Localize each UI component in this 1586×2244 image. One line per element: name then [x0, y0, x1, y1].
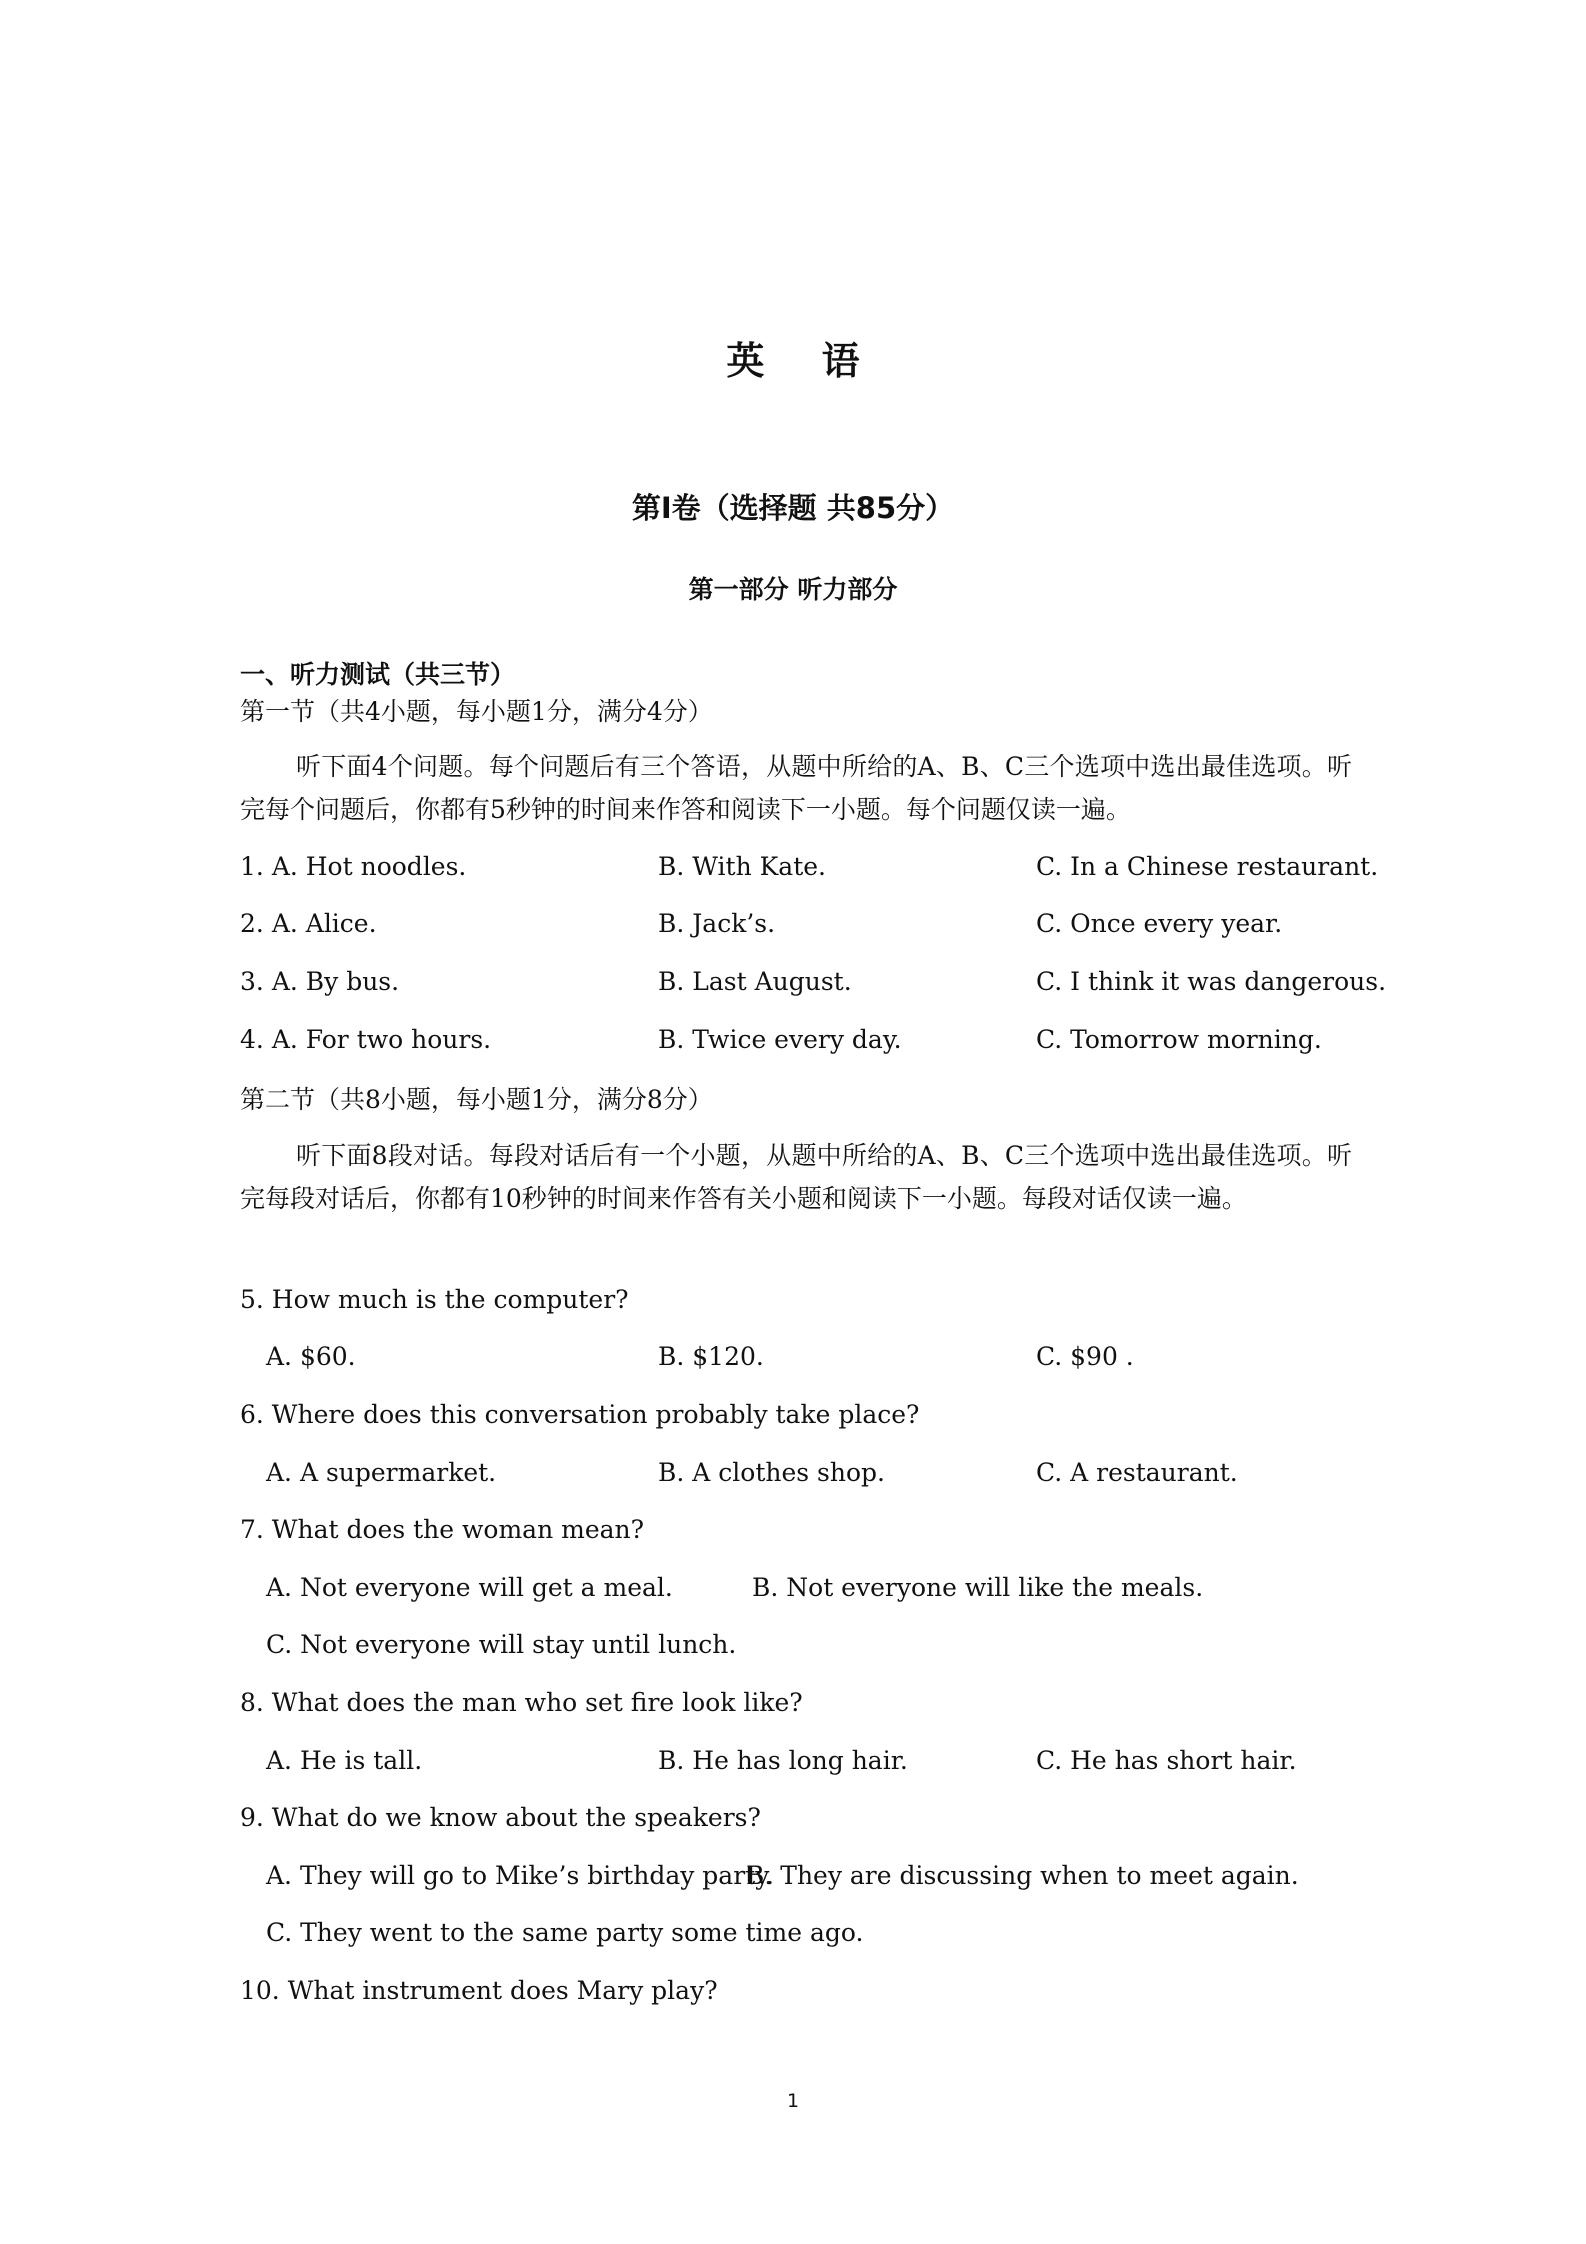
question-3-option-a: 3. A. By bus. — [240, 967, 400, 996]
question-8-stem: 8. What does the man who set fire look like? — [240, 1688, 803, 1717]
question-1-option-a: 1. A. Hot noodles. — [240, 852, 467, 881]
question-5-option-b: B. $120. — [658, 1342, 764, 1371]
question-2-option-c: C. Once every year. — [1036, 909, 1283, 938]
section1-heading: 第一节（共4小题，每小题1分，满分4分） — [240, 697, 713, 726]
question-1-option-c: C. In a Chinese restaurant. — [1036, 852, 1379, 881]
question-1-option-b: B. With Kate. — [658, 852, 826, 881]
question-6-option-a: A. A supermarket. — [266, 1458, 497, 1487]
question-7-option-a: A. Not everyone will get a meal. — [266, 1573, 673, 1602]
question-10-stem: 10. What instrument does Mary play? — [240, 1976, 718, 2005]
question-5-option-a: A. $60. — [266, 1342, 356, 1371]
question-9-option-c: C. They went to the same party some time ago. — [266, 1918, 864, 1947]
question-4-option-c: C. Tomorrow morning. — [1036, 1025, 1322, 1054]
question-4-option-a: 4. A. For two hours. — [240, 1025, 492, 1054]
question-3-option-b: B. Last August. — [658, 967, 852, 996]
question-2-option-a: 2. A. Alice. — [240, 909, 377, 938]
question-8-option-c: C. He has short hair. — [1036, 1746, 1297, 1775]
question-6-option-b: B. A clothes shop. — [658, 1458, 885, 1487]
question-7-option-b: B. Not everyone will like the meals. — [752, 1573, 1204, 1602]
section-heading: 一、听力测试（共三节） — [240, 660, 516, 689]
question-6-option-c: C. A restaurant. — [1036, 1458, 1238, 1487]
question-5-option-c: C. $90 . — [1036, 1342, 1134, 1371]
question-8-option-a: A. He is tall. — [266, 1746, 423, 1775]
question-8-option-b: B. He has long hair. — [658, 1746, 908, 1775]
question-9-option-a: A. They will go to Mike’s birthday party. — [266, 1861, 774, 1890]
section2-heading: 第二节（共8小题，每小题1分，满分8分） — [240, 1085, 713, 1114]
part-title: 第一部分 听力部分 — [688, 575, 898, 604]
question-2-option-b: B. Jack’s. — [658, 909, 776, 938]
volume-title: 第Ⅰ卷（选择题 共85分） — [631, 491, 955, 525]
section1-instructions: 听下面4个问题。每个问题后有三个答语，从题中所给的A、B、C三个选项中选出最佳选项。听完每个问题后，你都有5秒钟的时间来作答和阅读下一小题。每个问题仅读一遍。 — [240, 752, 1352, 824]
question-7-option-c: C. Not everyone will stay until lunch. — [266, 1630, 737, 1659]
question-3-option-c: C. I think it was dangerous. — [1036, 967, 1387, 996]
question-6-stem: 6. Where does this conversation probably take place? — [240, 1400, 920, 1429]
question-5-stem: 5. How much is the computer? — [240, 1285, 629, 1314]
question-9-option-b: B. They are discussing when to meet again. — [746, 1861, 1299, 1890]
section2-instructions: 听下面8段对话。每段对话后有一个小题，从题中所给的A、B、C三个选项中选出最佳选项。听完每段对话后，你都有10秒钟的时间来作答有关小题和阅读下一小题。每段对话仅读一遍。 — [240, 1141, 1352, 1213]
question-4-option-b: B. Twice every day. — [658, 1025, 902, 1054]
page-number: 1 — [786, 2090, 800, 2112]
document-title: 英 语 — [726, 339, 882, 383]
question-7-stem: 7. What does the woman mean? — [240, 1515, 645, 1544]
question-9-stem: 9. What do we know about the speakers? — [240, 1803, 761, 1832]
